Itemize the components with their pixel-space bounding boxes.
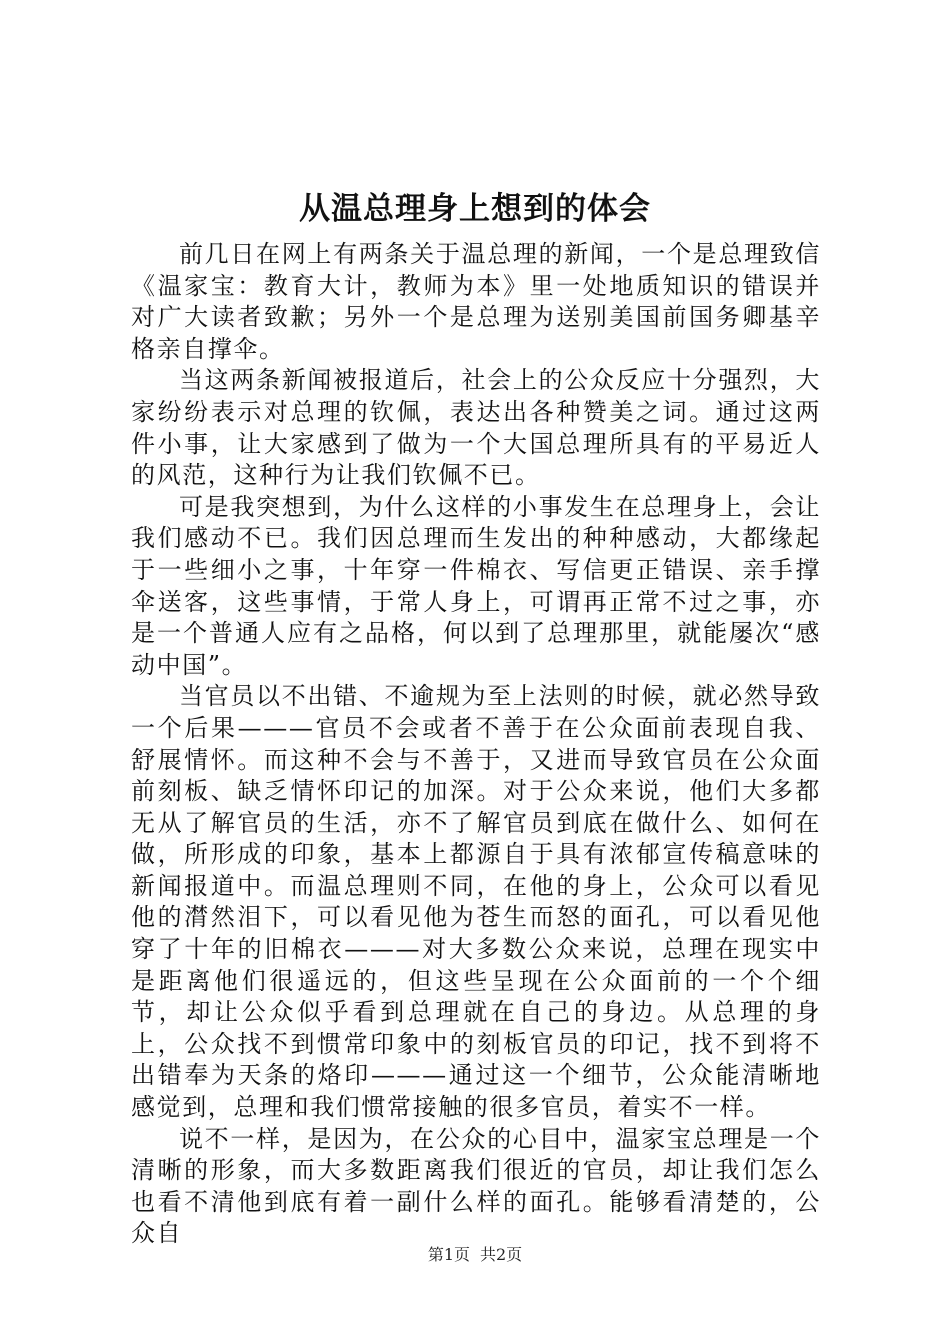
page-number: 第1页 [427,1245,470,1264]
paragraph: 可是我突想到，为什么这样的小事发生在总理身上，会让我们感动不已。我们因总理而生发出的种种感动，大都缘起于一些细小之事，十年穿一件棉衣、写信更正错误、亲手撑伞送客，这些事情，于常人身上，可谓再正常不过之事，亦是一个普通人应有之品格，何以到了总理那里，就能屡次“感动中国”。 [131,492,821,679]
page-total: 共2页 [480,1245,523,1264]
document-title: 从温总理身上想到的体会 [299,191,651,227]
document-body [131,239,821,1250]
paragraph: 说不一样，是因为，在公众的心目中，温家宝总理是一个清晰的形象，而大多数距离我们很近的官员，却让我们怎么也看不清他到底有着一副什么样的面孔。能够看清楚的，公众自 [131,1124,821,1248]
paragraph: 当这两条新闻被报道后，社会上的公众反应十分强烈，大家纷纷表示对总理的钦佩，表达出各种赞美之词。通过这两件小事，让大家感到了做为一个大国总理所具有的平易近人的风范，这种行为让我们钦佩不已。 [131,366,821,490]
page-footer [0,1244,950,1266]
paragraph: 前几日在网上有两条关于温总理的新闻，一个是总理致信《温家宝：教育大计，教师为本》里一处地质知识的错误并对广大读者致歉；另外一个是总理为送别美国前国务卿基辛格亲自撑伞。 [131,240,821,363]
paragraph: 当官员以不出错、不逾规为至上法则的时候，就必然导致一个后果———官员不会或者不善于在公众面前表现自我、舒展情怀。而这种不会与不善于，又进而导致官员在公众面前刻板、缺乏情怀印记的加深。对于公众来说，他们大多都无从了解官员的生活，亦不了解官员到底在做什么、如何在做，所形成的印象，基本上都源自于具有浓郁宣传稿意味的新闻报道中。而温总理则不同，在他的身上，公众可以看见他的潸然泪下，可以看见他为苍生而怒的面孔，可以看见他穿了十年的旧棉衣———对大多数公众来说，总理在现实中是距离他们很遥远的，但这些呈现在公众面前的一个个细节，却让公众似乎看到总理就在自己的身边。从总理的身上，公众找不到惯常印象中的刻板官员的印记，找不到将不出错奉为天条的烙印———通过这一个细节，公众能清晰地感觉到，总理和我们惯常接触的很多官员，着实不一样。 [131,682,821,1122]
